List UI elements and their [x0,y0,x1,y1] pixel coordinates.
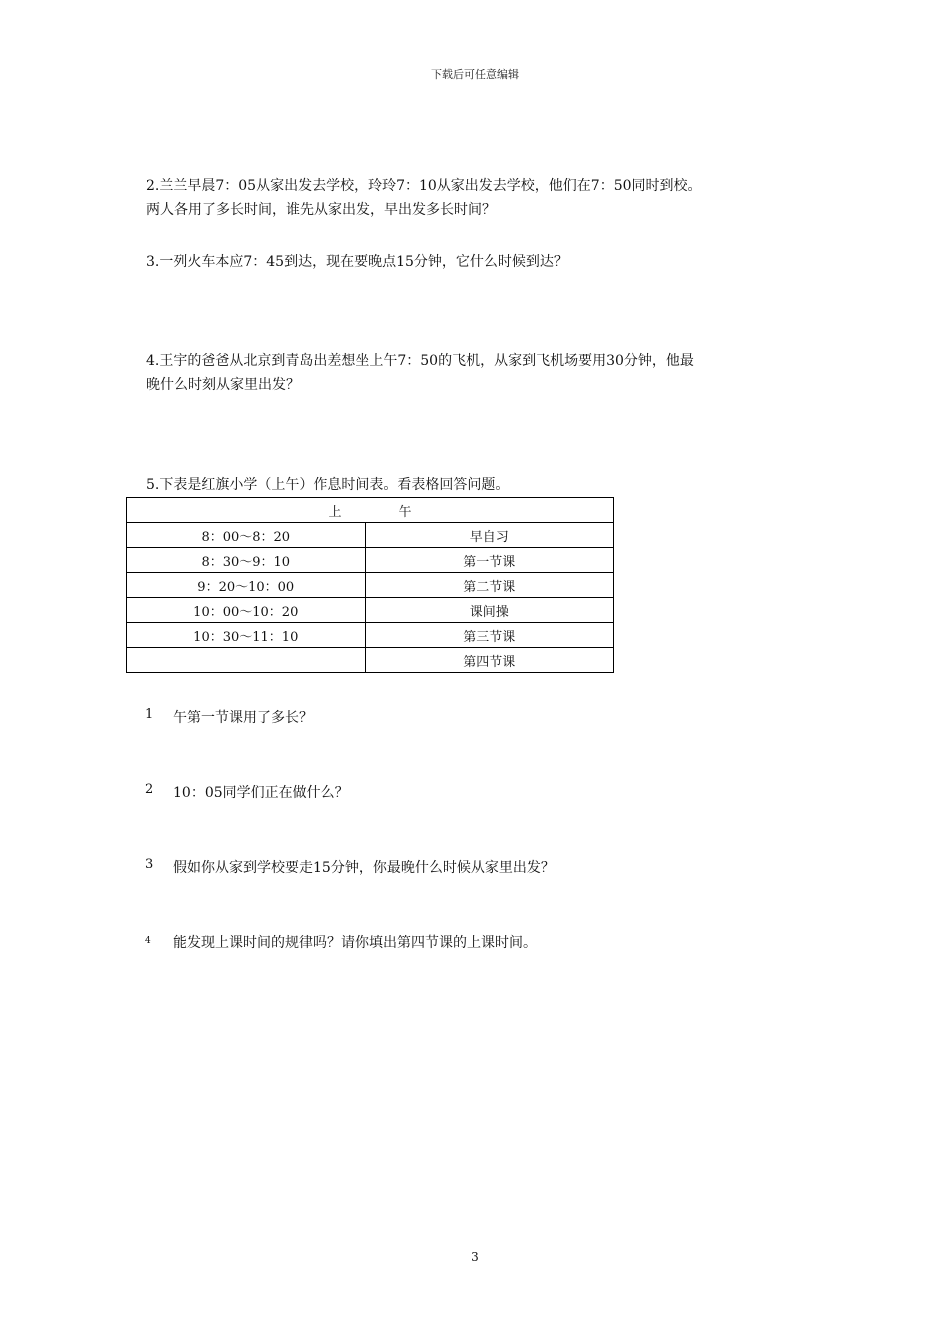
table-header-b: 午 [398,504,412,520]
activity-cell: 课间操 [365,598,613,623]
time-cell [127,648,366,673]
question-text: 能发现上课时间的规律吗？请你填出第四节课的上课时间。 [173,935,537,951]
time-cell: 8：30～9：10 [127,548,366,573]
activity-cell: 早自习 [365,523,613,548]
time-cell: 8：00～8：20 [127,523,366,548]
table-row [127,648,614,673]
question-number: 2 [145,782,154,797]
time-cell: 10：30～11：10 [127,623,366,648]
schedule-table [126,497,614,673]
page-header: 下载后可任意编辑 [431,68,519,81]
activity-cell: 第四节课 [365,648,613,673]
problem-3 [146,250,826,274]
activity-cell: 第三节课 [365,623,613,648]
activity-cell: 第二节课 [365,573,613,598]
table-row [127,523,614,548]
time-cell: 9：20～10：00 [127,573,366,598]
problem-5-line-1: 5.下表是红旗小学（上午）作息时间表。看表格回答问题。 [146,477,510,493]
problem-2-line-1: 2.兰兰早晨7：05从家出发去学校，玲玲7：10从家出发去学校，他们在7：50同时到校。 [146,178,702,194]
problem-2 [146,174,826,222]
question-text: 10：05同学们正在做什么？ [173,785,349,801]
problem-4 [146,349,826,397]
page-number: 3 [471,1250,479,1264]
question-number: 4 [145,936,151,946]
question-number: 3 [145,857,154,872]
table-header-a: 上 [328,504,342,520]
question-text: 午第一节课用了多长？ [173,710,313,726]
problem-4-line-2: 晚什么时刻从家里出发？ [146,377,300,393]
problem-3-line-1: 3.一列火车本应7：45到达，现在要晚点15分钟，它什么时候到达？ [146,254,568,270]
question-text: 假如你从家到学校要走15分钟，你最晚什么时候从家里出发？ [173,860,555,876]
problem-4-line-1: 4.王宇的爸爸从北京到青岛出差想坐上午7：50的飞机，从家到飞机场要用30分钟，他最 [146,353,694,369]
table-row [127,623,614,648]
time-cell: 10：00～10：20 [127,598,366,623]
table-row [127,573,614,598]
problem-2-line-2: 两人各用了多长时间，谁先从家出发，早出发多长时间？ [146,202,496,218]
table-row [127,598,614,623]
problem-5 [146,473,826,497]
question-number: 1 [145,707,154,722]
table-header-cell [127,498,614,523]
activity-cell: 第一节课 [365,548,613,573]
table-row [127,548,614,573]
table-header-row [127,498,614,523]
